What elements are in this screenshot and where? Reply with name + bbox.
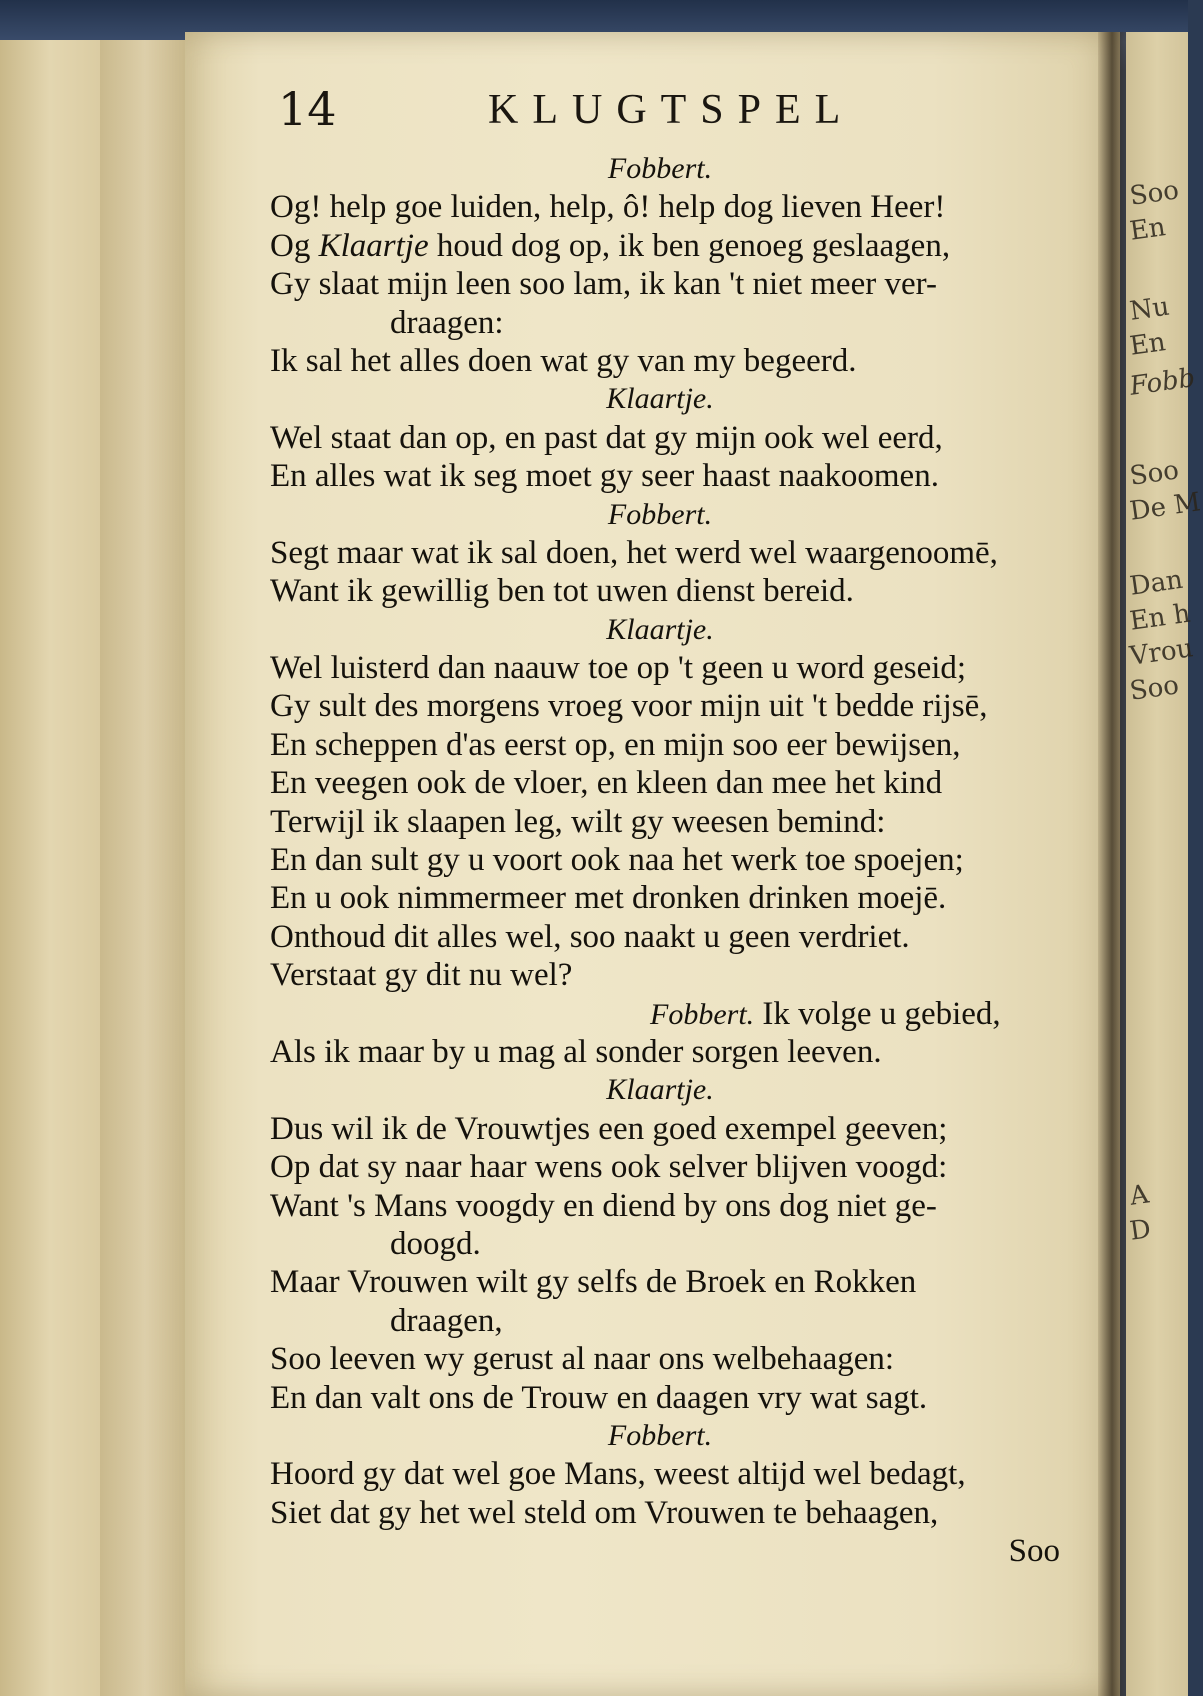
verse-line: Soo leeven wy gerust al naar ons welbehaagen:	[270, 1341, 895, 1378]
verse-line: Wel staat dan op, en past dat gy mijn ook wel eerd,	[270, 419, 943, 456]
facing-page-fragment: Soo	[1127, 455, 1181, 492]
page-stack-edge	[100, 40, 190, 1696]
verse-line: Maar Vrouwen wilt gy selfs de Broek en Rokken	[270, 1264, 917, 1301]
speaker-name: Klaartje.	[606, 1073, 714, 1107]
page-header	[278, 82, 1098, 142]
page-number: 14	[278, 82, 337, 136]
facing-page-fragment: Fobb	[1127, 363, 1198, 402]
verse-continuation: doogd.	[390, 1225, 481, 1262]
verse-line-with-speaker: Fobbert. Ik volge u gebied,	[650, 995, 1001, 1032]
verse-continuation: draagen:	[390, 304, 504, 341]
verse-line: En alles wat ik seg moet gy seer haast naakoomen.	[270, 458, 939, 495]
facing-page-fragment: En h	[1127, 598, 1193, 637]
verse-line: Verstaat gy dit nu wel?	[270, 957, 573, 994]
facing-page-fragment: Soo	[1127, 670, 1181, 707]
speaker-name: Fobbert.	[607, 1418, 713, 1452]
verse-line: En veegen ook de vloer, en kleen dan mee het kind	[270, 765, 943, 802]
verse-line: Gy slaat mijn leen soo lam, ik kan 't niet meer ver-	[270, 266, 937, 303]
facing-page-fragment: Soo	[1127, 175, 1181, 212]
facing-page-fragment: A	[1127, 1179, 1151, 1212]
verse-line: Als ik maar by u mag al sonder sorgen leeven.	[270, 1033, 882, 1070]
verse-line: Want 's Mans voogdy en diend by ons dog niet ge-	[270, 1187, 937, 1224]
play-text	[270, 150, 1130, 1570]
verse-line: Siet dat gy het wel steld om Vrouwen te behaagen,	[270, 1494, 939, 1531]
verse-line: En dan sult gy u voort ook naa het werk toe spoejen;	[270, 842, 964, 879]
facing-page-fragment: Dan	[1127, 564, 1185, 602]
verse-line: Gy sult des morgens vroeg voor mijn uit 't bedde rijsē,	[270, 688, 988, 725]
verse-line: Dus wil ik de Vrouwtjes een goed exempel geeven;	[270, 1110, 948, 1147]
verse-continuation: draagen,	[390, 1302, 503, 1339]
facing-page-fragment: En	[1127, 212, 1168, 247]
facing-page-fragment: D	[1127, 1214, 1153, 1247]
running-title: KLUGTSPEL	[488, 87, 855, 133]
verse-line: En dan valt ons de Trouw en daagen vry wat sagt.	[270, 1379, 928, 1416]
facing-page	[1126, 32, 1203, 1696]
verse-line: Og! help goe luiden, help, ô! help dog lieven Heer!	[270, 189, 946, 226]
verse-line: Onthoud dit alles wel, soo naakt u geen verdriet.	[270, 918, 910, 955]
facing-page-fragment: En	[1127, 327, 1168, 362]
verse-line: Terwijl ik slaapen leg, wilt gy weesen bemind:	[270, 803, 886, 840]
character-name: Klaartje	[318, 227, 429, 264]
facing-page-fragment: Nu	[1127, 291, 1172, 327]
verse-line: En scheppen d'as eerst op, en mijn soo eer bewijsen,	[270, 726, 961, 763]
verse-line: Segt maar wat ik sal doen, het werd wel waargenoomē,	[270, 534, 998, 571]
facing-page-fragment: Vrou	[1127, 633, 1196, 672]
catchword: Soo	[1008, 1533, 1060, 1570]
verse-line: En u ook nimmermeer met dronken drinken moejē.	[270, 880, 947, 917]
verse-line: Ik sal het alles doen wat gy van my begeerd.	[270, 342, 857, 379]
speaker-name: Klaartje.	[606, 612, 714, 646]
verse-line: Op dat sy naar haar wens ook selver blijven voogd:	[270, 1149, 948, 1186]
speaker-name: Fobbert.	[607, 152, 713, 185]
speaker-name: Fobbert.	[607, 497, 713, 531]
speaker-name: Fobbert.	[650, 997, 755, 1031]
speaker-name: Klaartje.	[606, 382, 714, 416]
verse-line: Og Klaartje houd dog op, ik ben genoeg geslaagen,	[270, 227, 951, 264]
verse-line: Want ik gewillig ben tot uwen dienst bereid.	[270, 573, 854, 610]
verse-line: Hoord gy dat wel goe Mans, weest altijd wel bedagt,	[270, 1456, 966, 1493]
facing-page-fragment: De M	[1127, 487, 1203, 527]
verse-line: Wel luisterd dan naauw toe op 't geen u word geseid;	[270, 650, 967, 687]
